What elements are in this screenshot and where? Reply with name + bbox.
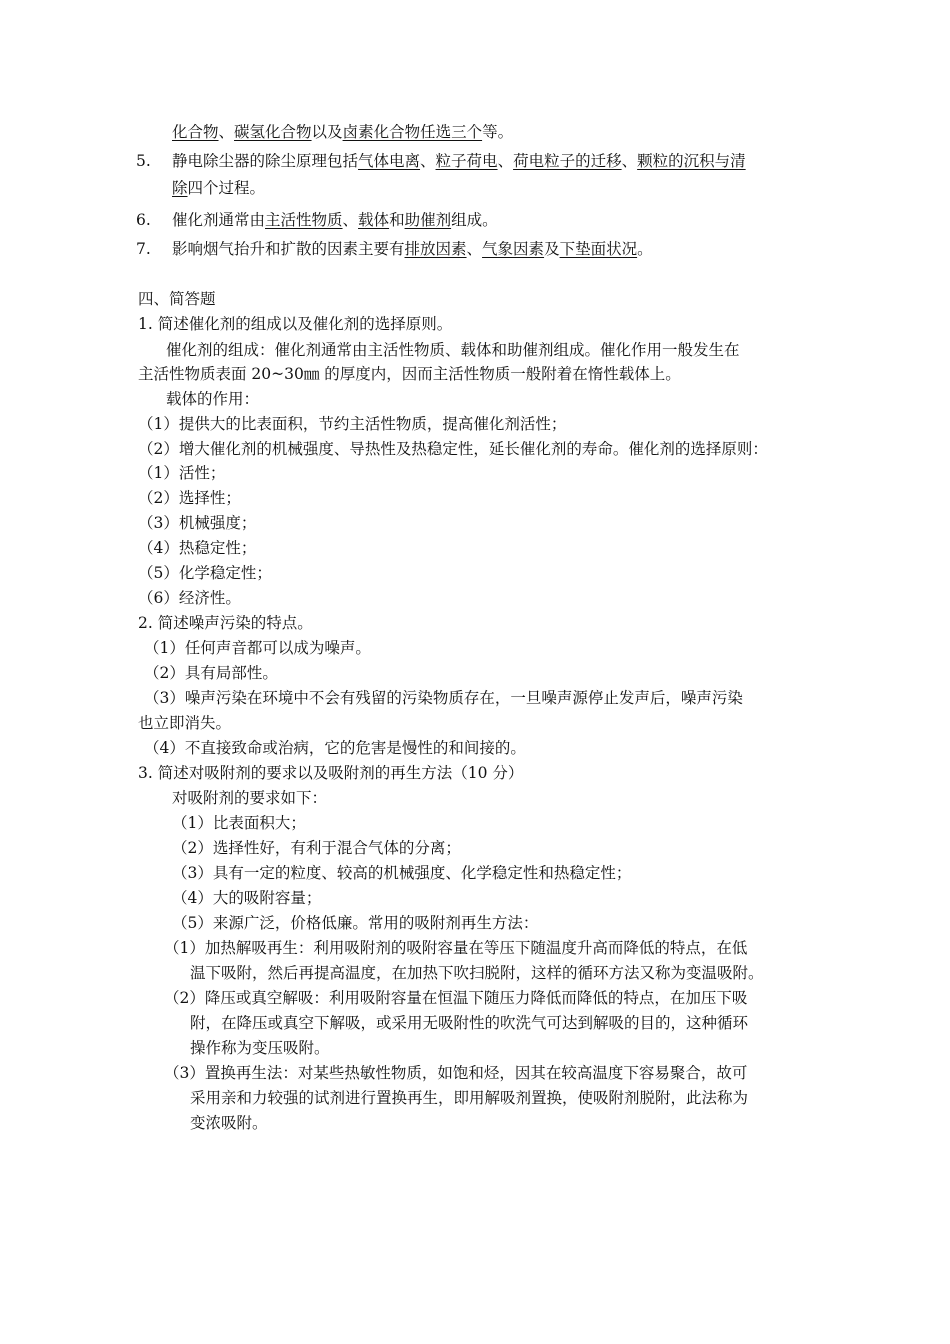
item6-number: 6. <box>136 211 151 229</box>
q1-carrier-item1: （1）提供大的比表面积，节约主活性物质，提高催化剂活性； <box>138 415 567 433</box>
answer-blank-text: 荷电粒子的迁移 <box>513 152 622 170</box>
item5-number: 5. <box>136 152 151 170</box>
answer-blank-text: 颗粒的沉积与清 <box>637 152 746 170</box>
q1-carrier-item2: （2）增大催化剂的机械强度、导热性及热稳定性，延长催化剂的寿命。催化剂的选择原则： <box>138 440 768 458</box>
q3-requirement-5: （5）来源广泛，价格低廉。常用的吸附剂再生方法： <box>172 914 539 932</box>
item5-text <box>172 152 746 170</box>
question-text: 组成。 <box>451 211 498 229</box>
q2-title: 2. 简述噪声污染的特点。 <box>138 614 313 632</box>
question-text: 和 <box>389 211 405 229</box>
item7-text <box>172 240 653 258</box>
q3-method-3-line2: 采用亲和力较强的试剂进行置换再生，即用解吸剂置换，使吸附剂脱附，此法称为 <box>190 1089 749 1107</box>
q3-title: 3. 简述对吸附剂的要求以及吸附剂的再生方法（10 分） <box>138 764 524 782</box>
q3-requirement-4: （4）大的吸附容量； <box>172 889 322 907</box>
answer-blank-text: 卤素化合物任选三个 <box>342 123 483 141</box>
item5-line1 <box>136 151 746 171</box>
answer-blank-text: 下垫面状况 <box>559 240 638 258</box>
question-text: 、 <box>420 152 436 170</box>
answer-blank-text: 碳氢化合物 <box>234 123 312 141</box>
question-text: 、 <box>218 123 235 141</box>
q1-principle-3: （3）机械强度； <box>138 514 257 532</box>
question-text: 、 <box>466 240 483 258</box>
item7-line <box>136 239 653 259</box>
answer-blank-text: 主活性物质 <box>265 211 343 229</box>
answer-blank-text: 粒子荷电 <box>435 152 498 170</box>
q1-paragraph-line2: 主活性物质表面 20~30㎜ 的厚度内，因而主活性物质一般附着在惰性载体上。 <box>138 365 681 383</box>
answer-blank-text: 气象因素 <box>482 240 545 258</box>
section-heading: 四、简答题 <box>138 290 216 308</box>
q3-method-1-line2: 温下吸附，然后再提高温度，在加热下吹扫脱附，这样的循环方法又称为变温吸附。 <box>190 964 764 982</box>
question-text: 、 <box>621 152 638 170</box>
answer-blank-text: 排放因素 <box>404 240 467 258</box>
question-text: 以及 <box>311 123 343 141</box>
q3-requirement-2: （2）选择性好，有利于混合气体的分离； <box>172 839 461 857</box>
q2-answer-3-line1: （3）噪声污染在环境中不会有残留的污染物质存在，一旦噪声源停止发声后，噪声污染 <box>144 689 743 707</box>
question-text: 。 <box>637 240 653 258</box>
q1-principle-1: （1）活性； <box>138 464 226 482</box>
question-text: 四个过程。 <box>187 179 266 197</box>
question-text: 影响烟气抬升和扩散的因素主要有 <box>172 240 405 258</box>
q2-answer-2: （2）具有局部性。 <box>144 664 278 682</box>
question-text: 、 <box>497 152 514 170</box>
q1-principle-5: （5）化学稳定性； <box>138 564 272 582</box>
question-text: 、 <box>342 211 359 229</box>
item6-text <box>172 211 498 229</box>
q1-principle-4: （4）热稳定性； <box>138 539 257 557</box>
answer-blank-text: 助催剂 <box>404 211 452 229</box>
answer-blank-text: 载体 <box>358 211 390 229</box>
q1-paragraph-line1: 催化剂的组成：催化剂通常由主活性物质、载体和助催剂组成。催化作用一般发生在 <box>166 341 740 359</box>
q3-method-1-line1: （1）加热解吸再生：利用吸附剂的吸附容量在等压下随温度升高而降低的特点，在低 <box>164 939 748 957</box>
q2-answer-4: （4）不直接致命或治病，它的危害是慢性的和间接的。 <box>144 739 526 757</box>
question-text: 及 <box>544 240 560 258</box>
q2-answer-3-line2: 也立即消失。 <box>138 714 232 732</box>
q3-method-2-line3: 操作称为变压吸附。 <box>190 1039 330 1057</box>
item6-line <box>136 210 498 230</box>
q1-title: 1. 简述催化剂的组成以及催化剂的选择原则。 <box>138 315 453 333</box>
q2-answer-1: （1）任何声音都可以成为噪声。 <box>144 639 371 657</box>
question-text: 等。 <box>482 123 514 141</box>
answer-blank-text: 气体电离 <box>358 152 421 170</box>
q1-principle-6: （6）经济性。 <box>138 589 241 607</box>
q3-method-3-line1: （3）置换再生法：对某些热敏性物质，如饱和烃，因其在较高温度下容易聚合，故可 <box>164 1064 748 1082</box>
q3-requirements-heading: 对吸附剂的要求如下： <box>172 789 328 807</box>
q1-carrier-heading: 载体的作用： <box>166 390 260 408</box>
item7-number: 7. <box>136 240 151 258</box>
question-text: 静电除尘器的除尘原理包括 <box>172 152 359 170</box>
question-text: 催化剂通常由 <box>172 211 266 229</box>
q3-requirement-3: （3）具有一定的粒度、较高的机械强度、化学稳定性和热稳定性； <box>172 864 632 882</box>
answer-blank-text: 除 <box>172 179 188 197</box>
q3-requirement-1: （1）比表面积大； <box>172 814 306 832</box>
q3-method-2-line1: （2）降压或真空解吸：利用吸附容量在恒温下随压力降低而降低的特点，在加压下吸 <box>164 989 748 1007</box>
answer-blank-text: 化合物 <box>172 123 219 141</box>
q1-principle-2: （2）选择性； <box>138 489 241 507</box>
q3-method-2-line2: 附，在降压或真空下解吸，或采用无吸附性的吹洗气可达到解吸的目的，这种循环 <box>190 1014 749 1032</box>
item4-continuation <box>172 122 513 142</box>
q3-method-3-line3: 变浓吸附。 <box>190 1114 268 1132</box>
item5-line2 <box>172 178 265 198</box>
